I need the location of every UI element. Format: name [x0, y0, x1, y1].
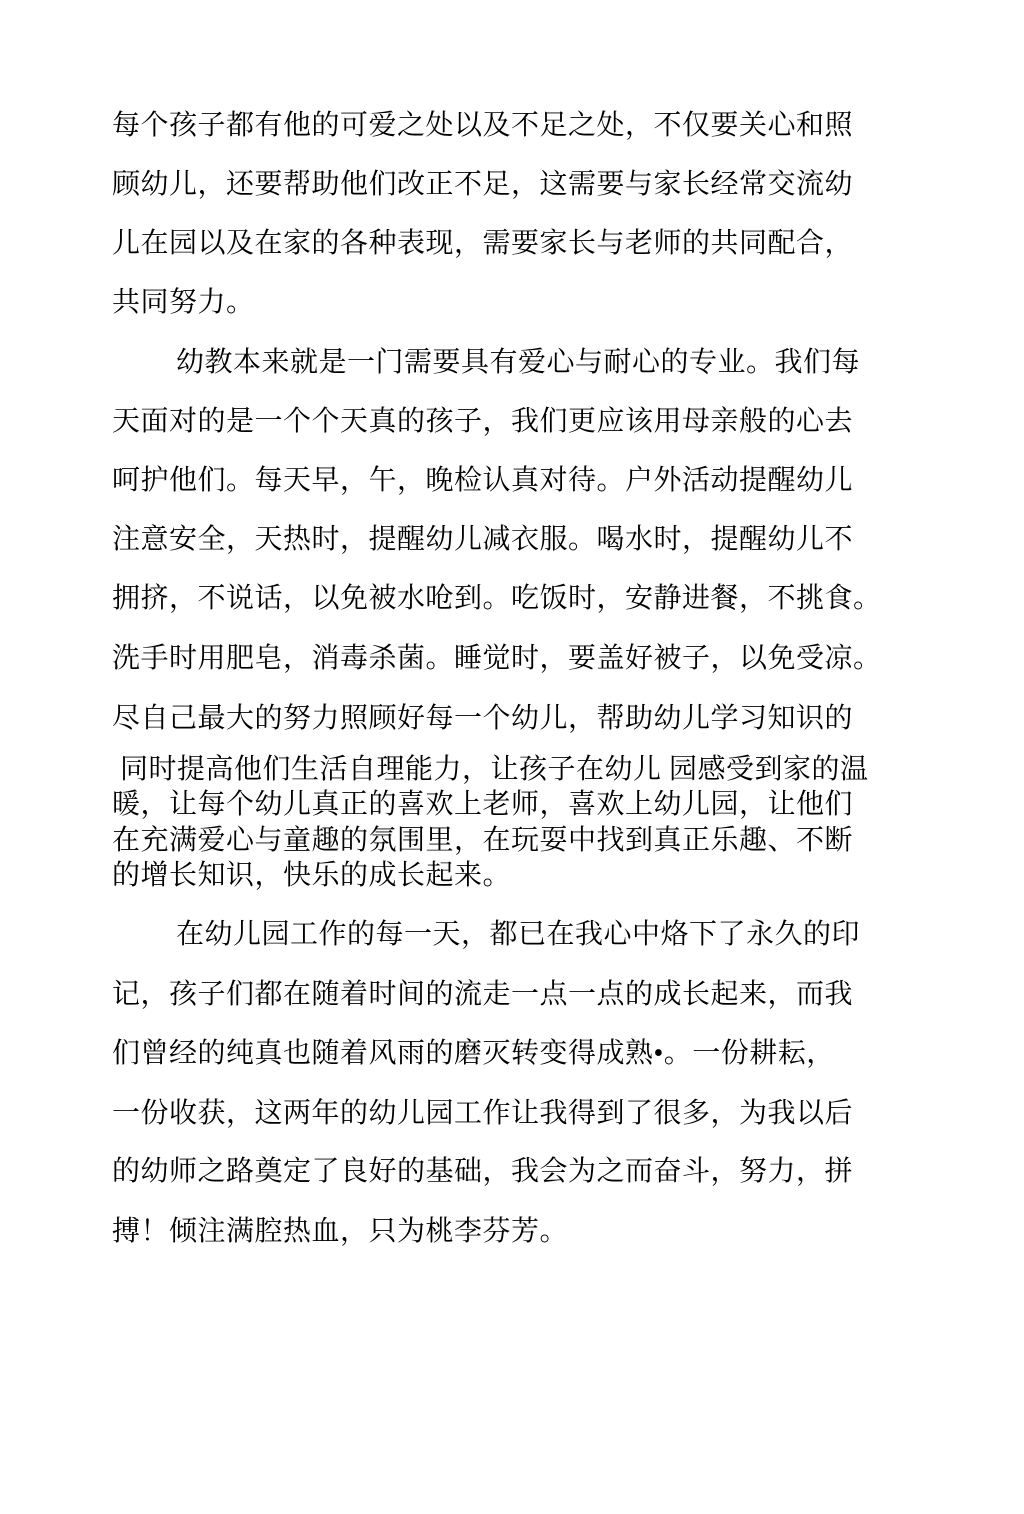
text-line: 共同努力。 — [112, 287, 255, 318]
text-line: 拥挤，不说话，以免被水呛到。吃饭时，安静进餐，不挑食。 — [112, 583, 882, 614]
text-line: 顾幼儿，还要帮助他们改正不足，这需要与家长经常交流幼 — [112, 169, 854, 200]
text-line: 同时提高他们生活自理能力，让孩子在幼儿 园感受到家的温 — [120, 754, 869, 785]
text-line: 暖，让每个幼儿真正的喜欢上老师，喜欢上幼儿园，让他们 — [112, 789, 854, 820]
text-line: 在幼儿园工作的每一天，都已在我心中烙下了永久的印 — [176, 919, 861, 950]
text-line: 在充满爱心与童趣的氛围里，在玩耍中找到真正乐趣、不断 — [112, 825, 854, 856]
text-line: 呵护他们。每天早，午，晚检认真对待。户外活动提醒幼儿 — [112, 465, 854, 496]
text-line: 注意安全，天热时，提醒幼儿减衣服。喝水时，提醒幼儿不 — [112, 524, 854, 555]
text-line: 洗手时用肥皂，消毒杀菌。睡觉时，要盖好被子，以免受凉。 — [112, 643, 882, 674]
text-line: 的增长知识，快乐的成长起来。 — [112, 860, 512, 891]
text-line: 一份收获，这两年的幼儿园工作让我得到了很多，为我以后 — [112, 1098, 854, 1129]
text-line: 每个孩子都有他的可爱之处以及不足之处，不仅要关心和照 — [112, 110, 854, 141]
text-line: 搏！倾注满腔热血，只为桃李芬芳。 — [112, 1216, 569, 1247]
text-line: 尽自己最大的努力照顾好每一个幼儿，帮助幼儿学习知识的 — [112, 703, 854, 734]
text-line: 记，孩子们都在随着时间的流走一点一点的成长起来，而我 — [112, 979, 854, 1010]
text-line: 儿在园以及在家的各种表现，需要家长与老师的共同配合， — [112, 228, 854, 259]
text-line: 的幼师之路奠定了良好的基础，我会为之而奋斗，努力，拼 — [112, 1156, 854, 1187]
text-line: 们曾经的纯真也随着风雨的磨灭转变得成熟•。一份耕耘， — [112, 1038, 835, 1069]
text-line: 天面对的是一个个天真的孩子，我们更应该用母亲般的心去 — [112, 406, 854, 437]
text-line: 幼教本来就是一门需要具有爱心与耐心的专业。我们每 — [176, 347, 861, 378]
